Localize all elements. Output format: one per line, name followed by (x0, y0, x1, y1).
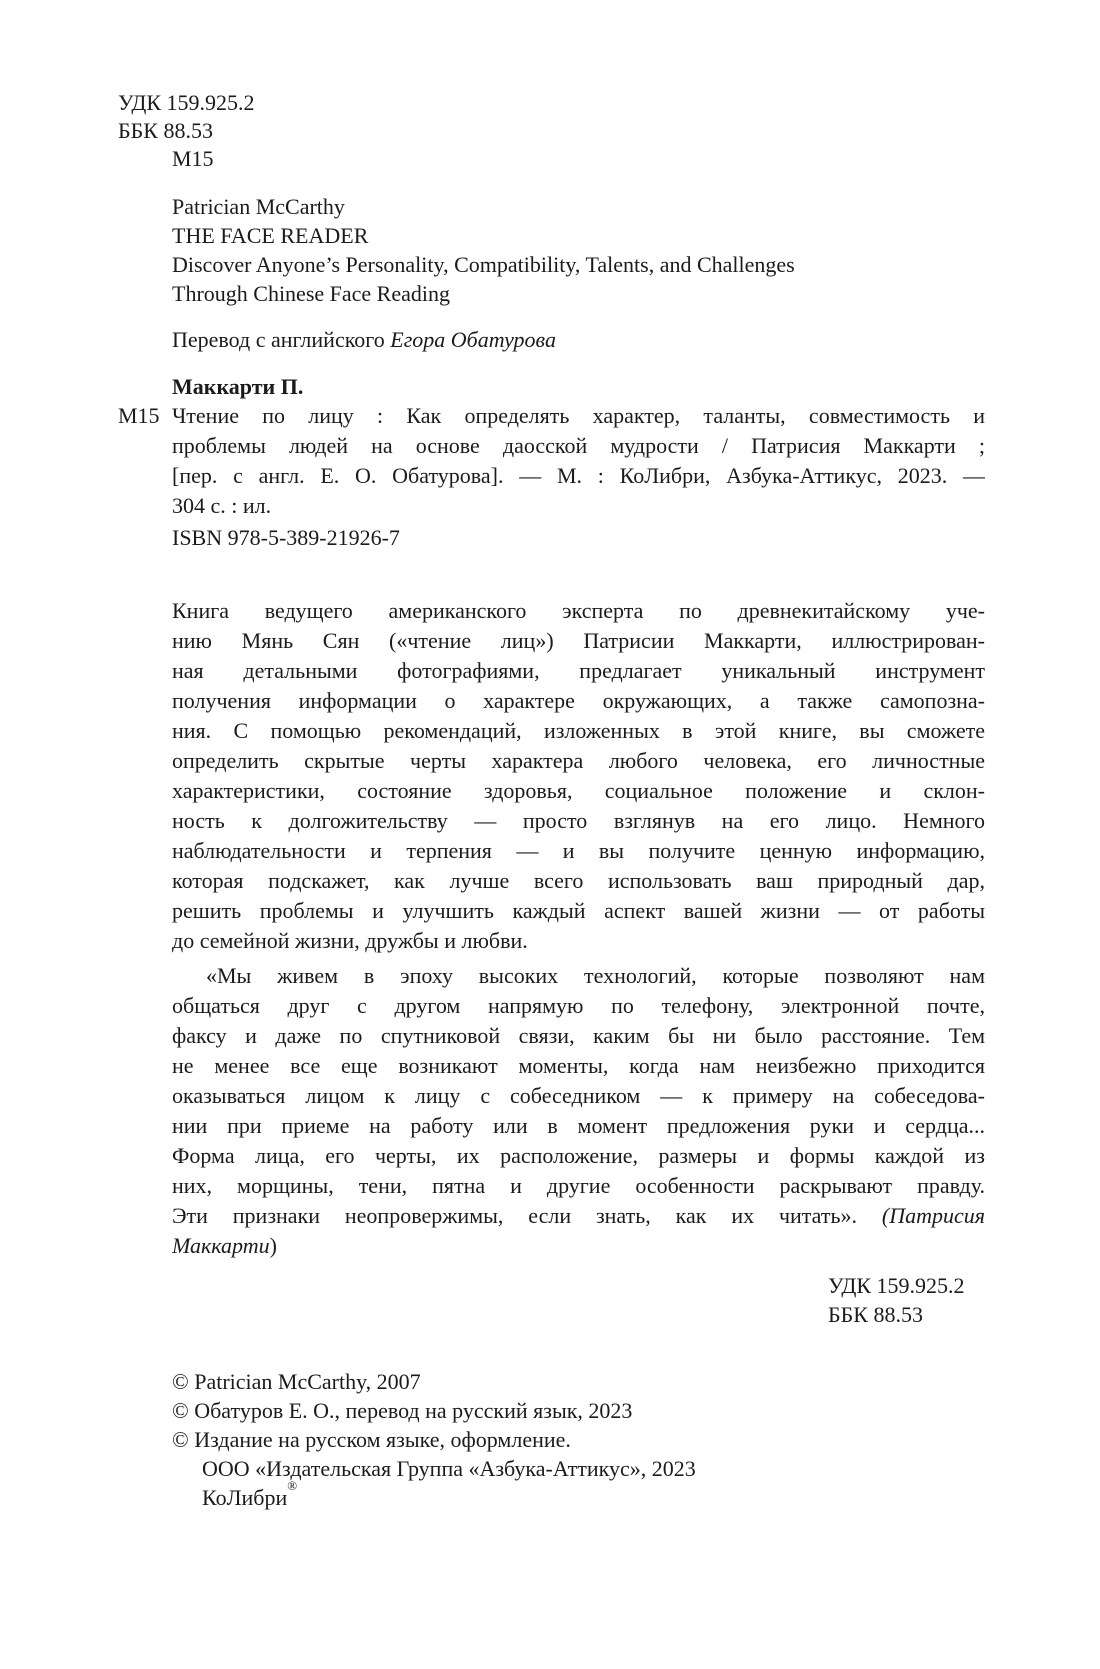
original-title: THE FACE READER (172, 223, 369, 248)
bbk-top: ББК 88.53 (118, 118, 213, 143)
quote-author-part-1: (Патрисия (881, 1203, 985, 1228)
author-sign-top: М15 (172, 146, 214, 171)
annotation-line: которая подскажет, как лучше всего использовать ваш природный дар, (172, 868, 985, 893)
imprint-name (202, 1478, 298, 1512)
annotation-line: оказываться лицом к лицу с собеседником — к примеру на собеседова- (172, 1083, 985, 1108)
annotation-line: определить скрытые черты характера любого человека, его личностные (172, 748, 985, 773)
annotation-final-line (172, 1231, 985, 1261)
translator-name: Егора Обатурова (390, 327, 556, 352)
annotation-line-with-author (172, 1201, 985, 1231)
copyright-publisher: ООО «Издательская Группа «Азбука-Аттикус», 2023 (202, 1456, 696, 1481)
annotation-line: наблюдательности и терпения — и вы получите ценную информацию, (172, 838, 985, 863)
annotation-line: ная детальными фотографиями, предлагает уникальный инструмент (172, 658, 985, 683)
annotation-line: получения информации о характере окружающих, а также самопозна- (172, 688, 985, 713)
copyright-edition: © Издание на русском языке, оформление. (172, 1427, 571, 1452)
copyright-translation: © Обатуров Е. О., перевод на русский язык, 2023 (172, 1398, 633, 1423)
annotation-line: ность к долгожительству — просто взглянув на его лицо. Немного (172, 808, 985, 833)
annotation-line: до семейной жизни, дружбы и любви. (172, 928, 528, 953)
original-subtitle-line-2: Through Chinese Face Reading (172, 281, 450, 306)
annotation-line: Книга ведущего американского эксперта по древнекитайскому уче- (172, 598, 985, 623)
copyright-author: © Patrician McCarthy, 2007 (172, 1369, 421, 1394)
bib-description (172, 401, 985, 521)
original-subtitle-line-1: Discover Anyone’s Personality, Compatibility, Talents, and Challenges (172, 252, 795, 277)
annotation-line: факсу и даже по спутниковой связи, каким бы ни было расстояние. Тем (172, 1023, 985, 1048)
bib-line: Чтение по лицу : Как определять характер, таланты, совместимость и (172, 403, 985, 428)
annotation-line: ния. С помощью рекомендаций, изложенных в этой книге, вы сможете (172, 718, 985, 743)
annotation-paragraph-1 (172, 596, 985, 956)
udk-top: УДК 159.925.2 (118, 90, 255, 115)
udk-bottom: УДК 159.925.2 (828, 1273, 965, 1298)
original-author: Patrician McCarthy (172, 194, 345, 219)
annotation-line: нии при приеме на работу или в момент предложения руки и сердца... (172, 1113, 985, 1138)
annotation-line-text: Эти признаки неопровержимы, если знать, как их читать». (172, 1203, 882, 1228)
annotation-paragraph-2 (172, 961, 985, 1261)
isbn: ISBN 978-5-389-21926-7 (172, 525, 400, 550)
quote-author-part-2: Маккарти (172, 1233, 270, 1258)
quote-close: ) (269, 1233, 277, 1258)
annotation-line: общаться друг с другом напрямую по телефону, электронной почте, (172, 993, 985, 1018)
bib-line: проблемы людей на основе даосской мудрости / Патрисия Маккарти ; (172, 433, 985, 458)
translation-prefix: Перевод с английского (172, 327, 385, 352)
bib-heading: Маккарти П. (172, 374, 304, 399)
annotation-line: «Мы живем в эпоху высоких технологий, которые позволяют нам (206, 963, 985, 988)
imprint-label: КоЛибри (202, 1485, 288, 1510)
bib-sign: М15 (118, 403, 160, 428)
annotation-line: решить проблемы и улучшить каждый аспект вашей жизни — от работы (172, 898, 985, 923)
annotation-line: них, морщины, тени, пятна и другие особенности раскрывают правду. (172, 1173, 985, 1198)
bib-line: 304 с. : ил. (172, 493, 272, 518)
bbk-bottom: ББК 88.53 (828, 1302, 923, 1327)
annotation-line: характеристики, состояние здоровья, социальное положение и склон- (172, 778, 985, 803)
registered-mark: ® (287, 1478, 298, 1493)
annotation-line: Форма лица, его черты, их расположение, размеры и формы каждой из (172, 1143, 985, 1168)
translation-credit (172, 326, 556, 354)
annotation-line: нию Мянь Сян («чтение лиц») Патрисии Маккарти, иллюстрирован- (172, 628, 985, 653)
annotation-line: не менее все еще возникают моменты, когда нам неизбежно приходится (172, 1053, 985, 1078)
bib-line: [пер. с англ. Е. О. Обатурова]. — М. : КоЛибри, Азбука-Аттикус, 2023. — (172, 463, 985, 488)
